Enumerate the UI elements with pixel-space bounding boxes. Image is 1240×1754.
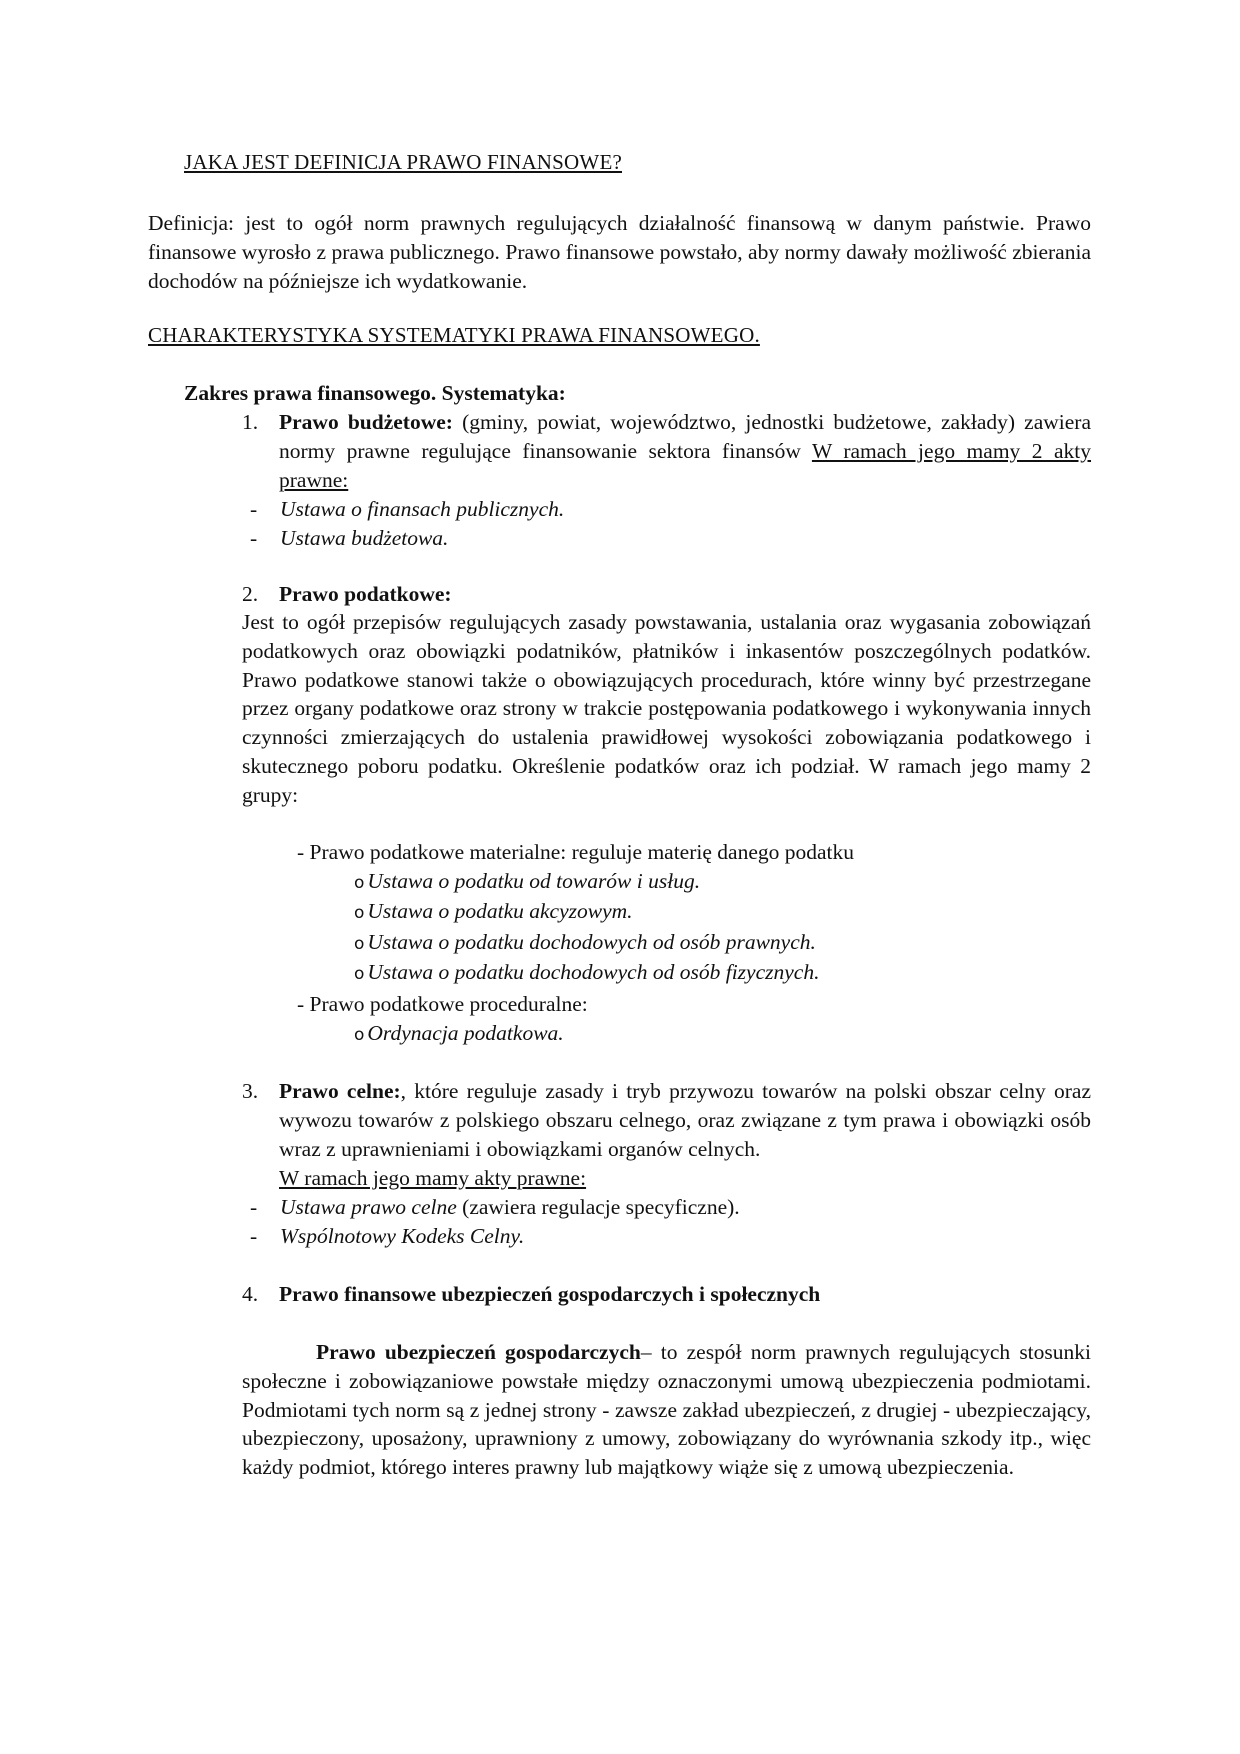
section-3-body: , które reguluje zasady i tryb przywozu towarów na polski obszar celny oraz wywozu towarów z polskiego obszaru celnego, oraz związane z tym prawa i obowiązki osób wraz z uprawnieniami i obowiązkami organów celnych. — [279, 1079, 1091, 1161]
act-name: Ustawa o podatku od towarów i usług. — [367, 869, 701, 893]
dash: - — [250, 1224, 258, 1248]
act-name: Ordynacja podatkowa. — [367, 1021, 564, 1045]
procedural-act — [354, 1018, 564, 1051]
act-name: Ustawa o finansach publicznych. — [280, 497, 565, 521]
act-name: Ustawa o podatku dochodowych od osób fizycznych. — [367, 960, 820, 984]
act-name: Ustawa o podatku akcyzowym. — [367, 899, 633, 923]
section-3-act — [250, 1193, 740, 1222]
definition-paragraph: Definicja: jest to ogół norm prawnych regulujących działalność finansową w danym państwie. Prawo finansowe wyrosło z prawa publicznego. Prawo finansowe powstało, aby normy dawały możliwość zbierania dochodów na późniejsze ich wydatkowanie. — [148, 211, 1091, 293]
material-act — [354, 927, 816, 960]
section-1-acts-intro: W ramach jego mamy 2 akty prawne: — [279, 438, 1092, 492]
section-1-number: 1. — [242, 410, 259, 434]
section-1-body: (gminy, powiat, województwo, jednostki budżetowe, zakłady) zawiera normy prawne regulujące finansowanie sektora finansów — [279, 410, 1091, 463]
document-title: JAKA JEST DEFINICJA PRAWO FINANSOWE? — [184, 150, 622, 174]
systematics-heading: CHARAKTERYSTYKA SYSTEMATYKI PRAWA FINANSOWEGO. — [148, 323, 760, 347]
material-act — [354, 957, 819, 990]
section-1-act — [250, 495, 564, 524]
section-4-paragraph — [242, 1338, 1091, 1482]
bullet-icon: o — [354, 1025, 365, 1045]
section-1-text — [279, 408, 1091, 494]
acts-intro-text: W ramach jego mamy akty prawne: — [279, 1166, 587, 1190]
insurance-law-term: Prawo ubezpieczeń gospodarczych — [316, 1340, 641, 1364]
act-name: Ustawa budżetowa. — [280, 526, 449, 550]
section-3-act — [250, 1222, 524, 1251]
section-1-act — [250, 524, 448, 553]
section-3-number: 3. — [242, 1079, 259, 1103]
procedural-tax-law-label: - Prawo podatkowe proceduralne: — [297, 992, 588, 1016]
bullet-icon: o — [354, 903, 365, 923]
act-name: Ustawa prawo celne — [280, 1195, 457, 1219]
material-act — [354, 866, 700, 899]
section-4-title: Prawo finansowe ubezpieczeń gospodarczych i społecznych — [279, 1282, 821, 1306]
section-2-body: Jest to ogół przepisów regulujących zasady powstawania, ustalania oraz wygasania zobowiązań podatkowych oraz obowiązki podatników, płatników i inkasentów poszczególnych podatków. Prawo podatkowe stanowi także o obowiązujących procedurach, które winny być przestrzegane przez organy podatkowe oraz strony w trakcie postępowania podatkowego i wykonywania innych czynności zmierzających do ustalenia prawidłowej wysokości zobowiązania podatkowego i skutecznego poboru podatku. Określenie podatków oraz ich podział. W ramach jego mamy 2 grupy: — [242, 610, 1091, 807]
act-name: Ustawa o podatku dochodowych od osób prawnych. — [367, 930, 816, 954]
dash: - — [250, 526, 258, 550]
act-name: Wspólnotowy Kodeks Celny. — [280, 1224, 525, 1248]
section-3-acts-intro — [279, 1164, 586, 1193]
section-4-number: 4. — [242, 1282, 259, 1306]
section-3-text — [279, 1077, 1091, 1163]
section-2-title: Prawo podatkowe: — [279, 582, 452, 606]
section-1-title: Prawo budżetowe: — [279, 410, 453, 434]
section-3-title: Prawo celne: — [279, 1079, 401, 1103]
insurance-law-definition: – to zespół norm prawnych regulujących stosunki społeczne i zobowiązaniowe powstałe między oznaczonymi umową ubezpieczenia podmiotami. Podmiotami tych norm są z jednej strony - zawsze zakład ubezpieczeń, z drugiej - ubezpieczający, ubezpieczony, uposażony, uprawniony z umowy, zobowiązany do wyrównania szkody itp., więc każdy podmiot, którego interes prawny lub majątkowy wiąże się z umową ubezpieczenia. — [242, 1340, 1091, 1480]
bullet-icon: o — [354, 934, 365, 954]
section-2-number: 2. — [242, 582, 259, 606]
dash: - — [250, 497, 258, 521]
material-act — [354, 896, 633, 929]
act-note: (zawiera regulacje specyficzne). — [456, 1195, 740, 1219]
bullet-icon: o — [354, 873, 365, 893]
dash: - — [250, 1195, 258, 1219]
scope-heading: Zakres prawa finansowego. Systematyka: — [184, 381, 566, 405]
material-tax-law-label: - Prawo podatkowe materialne: reguluje materię danego podatku — [297, 840, 855, 864]
bullet-icon: o — [354, 964, 365, 984]
